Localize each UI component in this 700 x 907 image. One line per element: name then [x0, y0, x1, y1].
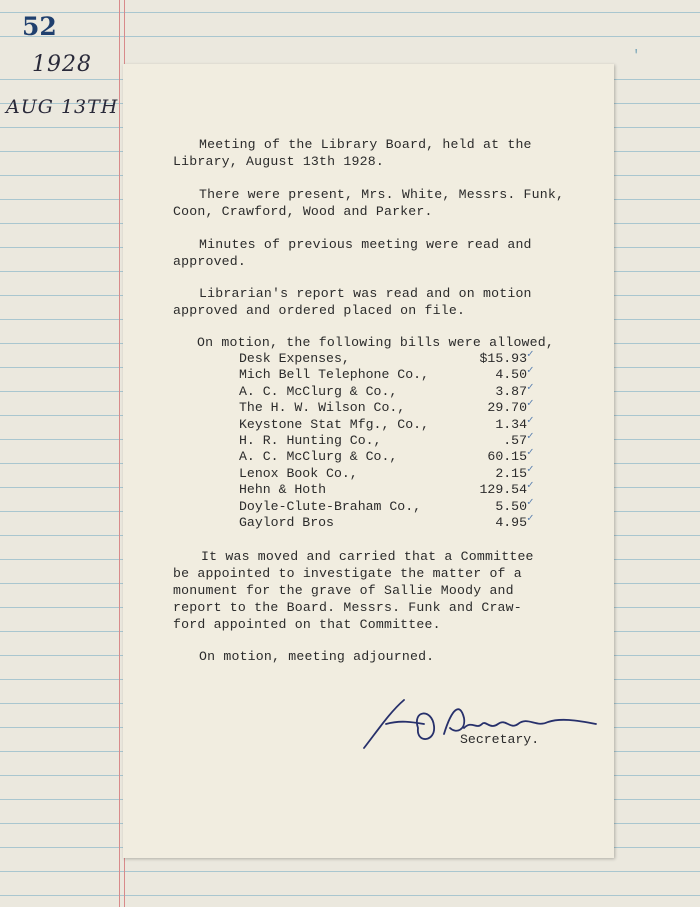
paragraph-line: approved and ordered placed on file.	[173, 303, 466, 318]
paragraph-line: approved.	[173, 254, 247, 269]
check-mark-icon: ✓	[527, 349, 534, 361]
bill-amount: 60.15	[487, 449, 527, 465]
paragraph-line: It was moved and carried that a Committee	[201, 549, 534, 564]
margin-rule-left	[119, 0, 120, 907]
bill-name: Lenox Book Co.,	[239, 465, 358, 481]
bill-name: Keystone Stat Mfg., Co.,	[239, 416, 429, 432]
check-mark-icon: ✓	[527, 431, 534, 443]
check-mark-icon: ✓	[527, 365, 534, 378]
bill-amount: 29.70	[487, 400, 527, 416]
paragraph-line: On motion, meeting adjourned.	[199, 649, 435, 664]
bill-amount: 5.50	[495, 498, 527, 514]
bill-name: Gaylord Bros	[239, 515, 334, 530]
paragraph-line: monument for the grave of Sallie Moody and	[173, 583, 514, 598]
bill-amount: 129.54	[479, 482, 527, 498]
paragraph-line: Coon, Crawford, Wood and Parker.	[173, 204, 433, 219]
bill-amount: .57	[503, 433, 527, 448]
bill-name: Doyle-Clute-Braham Co.,	[239, 498, 422, 514]
handwritten-date: AUG 13TH	[6, 96, 119, 118]
signature-label: Secretary.	[460, 732, 540, 747]
bill-amount: 1.34	[495, 416, 527, 432]
check-mark-icon: ✓	[527, 447, 534, 460]
bills-intro: On motion, the following bills were allowed,	[197, 335, 555, 350]
check-mark-icon: ✓	[527, 480, 534, 493]
paragraph-line: Librarian's report was read and on motion	[199, 286, 532, 301]
check-mark-icon: ✓	[527, 496, 534, 509]
paragraph-line: There were present, Mrs. White, Messrs. Funk,	[199, 187, 565, 202]
paragraph-line: Minutes of previous meeting were read and	[199, 237, 532, 252]
check-mark-icon: ✓	[527, 398, 534, 411]
bill-amount: 3.87	[495, 383, 527, 399]
paragraph-line: Meeting of the Library Board, held at the	[199, 137, 532, 152]
bill-name: A. C. McClurg & Co.,	[239, 449, 398, 465]
check-mark-icon: ✓	[527, 381, 534, 394]
bill-amount: 2.15	[495, 465, 527, 481]
check-mark-icon: ✓	[527, 513, 534, 525]
paragraph-line: be appointed to investigate the matter of a	[173, 566, 522, 581]
bill-name: Hehn & Hoth	[239, 482, 327, 498]
bill-amount: 4.50	[495, 367, 527, 383]
paragraph-line: report to the Board. Messrs. Funk and Craw-	[173, 600, 522, 615]
check-mark-icon: ✓	[527, 463, 534, 476]
page-number: 52	[22, 12, 57, 41]
handwritten-year: 1928	[32, 52, 92, 77]
bill-name: A. C. McClurg & Co.,	[239, 383, 398, 399]
check-mark-icon: ✓	[527, 414, 534, 427]
bill-amount: 4.95	[495, 515, 527, 530]
paragraph-line: ford appointed on that Committee.	[173, 617, 441, 632]
bill-amount: $15.93	[479, 351, 527, 366]
bill-name: Mich Bell Telephone Co.,	[239, 367, 429, 383]
bill-name: Desk Expenses,	[239, 351, 350, 366]
corner-mark: '	[632, 48, 641, 64]
paragraph-line: Library, August 13th 1928.	[173, 154, 384, 169]
bill-name: H. R. Hunting Co.,	[239, 433, 382, 448]
bill-name: The H. W. Wilson Co.,	[239, 400, 406, 416]
